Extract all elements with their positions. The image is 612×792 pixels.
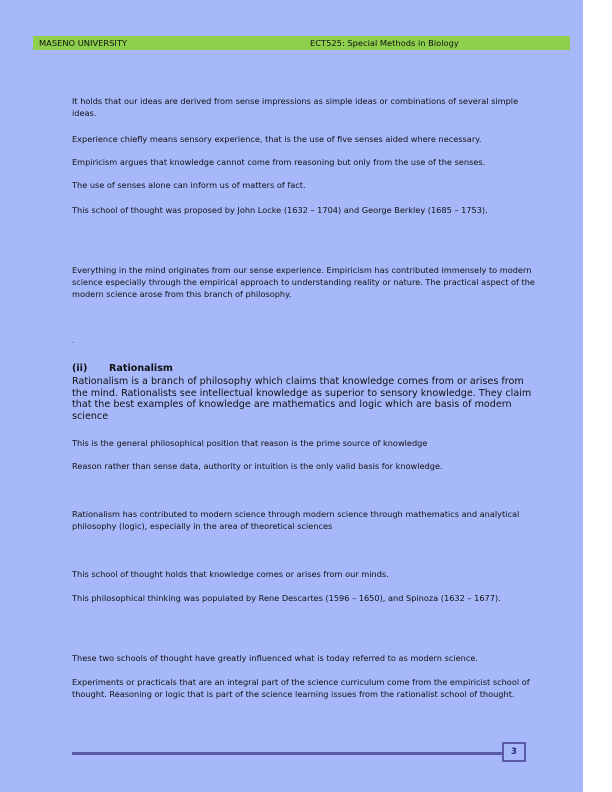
page-margin: [583, 0, 612, 792]
stray-dot: .: [72, 337, 75, 345]
paragraph: This school of thought was proposed by John Locke (1632 – 1704) and George Berkley (1685 – 1753).: [72, 205, 488, 215]
page-number: 3: [502, 742, 526, 762]
header-institution: MASENO UNIVERSITY: [39, 38, 127, 48]
paragraph: Rationalism has contributed to modern science through modern science through mathematics and analytical philosophy (logic), especially in the area of theoretical sciences: [72, 509, 520, 531]
section-heading: [72, 363, 542, 375]
header-course: ECT525: Special Methods in Biology: [310, 38, 459, 48]
paragraph: Everything in the mind originates from our sense experience. Empiricism has contributed immensely to modern science especially through the empirical approach to understanding reality or nature. The practical aspect of the modern science arose from this branch of philosophy.: [72, 265, 535, 299]
paragraph: Rationalism is a branch of philosophy which claims that knowledge comes from or arises from the mind. Rationalists see intellectual knowledge as superior to sensory knowledge. They claim that the best examples of knowledge are mathematics and logic which are basis of modern science: [72, 376, 532, 422]
paragraph: It holds that our ideas are derived from sense impressions as simple ideas or combinations of several simple ideas.: [72, 96, 519, 118]
paragraph: This philosophical thinking was populated by Rene Descartes (1596 – 1650), and Spinoza (1632 – 1677).: [72, 593, 501, 603]
footer-rule: [72, 752, 502, 755]
section-number: (ii): [72, 363, 88, 374]
paragraph: Experience chiefly means sensory experience, that is the use of five senses aided where necessary.: [72, 134, 482, 144]
paragraph: These two schools of thought have greatly influenced what is today referred to as modern science.: [72, 653, 478, 663]
paragraph: This school of thought holds that knowledge comes or arises from our minds.: [72, 569, 389, 579]
paragraph: Reason rather than sense data, authority or intuition is the only valid basis for knowledge.: [72, 461, 443, 471]
paragraph: Experiments or practicals that are an integral part of the science curriculum come from the empiricist school of thought. Reasoning or logic that is part of the science learning issues from the rationalist school of thought.: [72, 677, 530, 699]
paragraph: The use of senses alone can inform us of matters of fact.: [72, 180, 306, 190]
running-header: [33, 36, 570, 50]
paragraph: This is the general philosophical position that reason is the prime source of knowledge: [72, 438, 428, 448]
paragraph: Empiricism argues that knowledge cannot come from reasoning but only from the use of the senses.: [72, 157, 486, 167]
section-title: Rationalism: [109, 363, 173, 374]
